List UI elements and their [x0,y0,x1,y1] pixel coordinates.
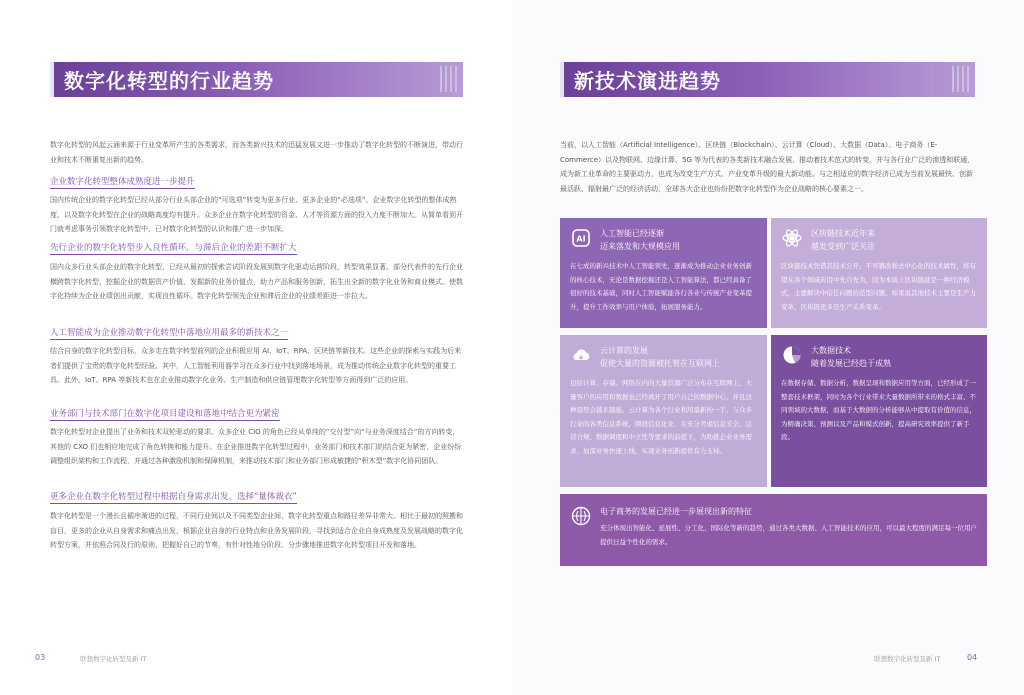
section-heading-5 [50,490,297,502]
section-text-2: 国内众多行业头部企业的数字化转型，已经从最初的探索尝试阶段发展到数字化驱动运营阶段，转型效果显著。部分代表件的先行企业横跨数字化转型，挖掘企业的数据资产价值，发掘新的业务价值点，助力产品和服务创新，拓生出全新的数字化业务和商业模式。使数字化持续为企业业绩创出贡献，实现良性循环。数字化转型领先企业和滞后企业的业绩差距进一步拉大。 [50,263,463,300]
section-heading-4 [50,407,280,419]
left-page-number: 03 [35,653,46,662]
blockchain-card-title-1: 区块链技术近年来 [811,229,875,238]
ai-card-text: 在七成的新兴技术中人工智能领先，逐渐成为推动企业业务创新的核心技术，无论是数据挖掘还是人工智能算法，都已经具备了很好的技术基础，同时人工智能赋能各行各业与传统产业变革提升，提升工作效率与用户体验，拓展服务能力。 [570,262,752,311]
ai-icon [570,227,592,249]
right-intro: 当前，以人工智能（Artificial Intelligence）、区块链（Blockchain）、云计算（Cloud）、大数据（Data）、电子商务（E-Commerce）以及物联网、边缘计算、5G 等为代表的各类新技术融合发展，推动着技术范式的转变，并与各行业广泛的渗透和联通，成为新工业革命的主要驱动力，也成为改变生产方式、产业变革升级的最大新动能。与之相适应的数字经济已成为当前发展最快、创新最活跃、辐射最广泛的经济活动，全球各大企业也纷纷把数字化转型作为企业战略的核心要素之一。 [560,141,975,193]
left-title-bar [50,62,463,97]
section-heading-5-text: 更多企业在数字化转型过程中根据自身需求出发，选择“量体裁衣” [50,492,297,502]
right-page-title: 新技术演进趋势 [574,69,721,93]
section-text-3: 结合自身的数字化转型目标，众多走在数字转型前列的企业积极应用 AI、IoT、RPA、区块链等新技术。这些企业的探索与实践为后来者们提供了宝贵的数字化转型经验。其中，人工智能利用器学习在众多行业中找到落地场景，成为推动传统企业数字化转型的重要工具。此外，IoT、RPA 等新技术也在企业推动数字化业务、生产制造和供应链管理数字化转型等方面得到广泛的应用。 [50,347,462,384]
ecommerce-icon [570,505,592,527]
section-heading-1-text: 企业数字化转型整体成熟度进一步提升 [50,177,195,187]
right-footer-text: 联想数字化转型及新 IT [874,655,941,663]
big-data-card-text: 在数据存储、数据分析、数据呈现和数据应用等方面，已经形成了一整套技术框架，同时为各个行业带来大量数据所带来的格式丰富、不同领域的大数据，而基于大数据的分析能够从中提取有价值的信息，为精确决策、预测以及产品和模式创新，提高研究效率提供了新手段。 [781,379,976,441]
ecommerce-trend-card [560,494,987,566]
section-heading-2 [50,241,297,253]
section-heading-3-text: 人工智能成为企业推动数字化转型中落地应用最多的新技术之一 [50,328,289,338]
ecommerce-card-text: 充分体现出智能化、延展性、分工化、国际化等新的趋势，通过各类大数据、人工智能技术的应用，可以最大程度的满足每一位用户提供日益个性化的需求。 [600,524,977,546]
right-title-bar [560,62,975,97]
right-page-number: 04 [967,653,978,662]
big-data-card-title-1: 大数据技术 [811,346,851,355]
big-data-trend-card [771,335,987,487]
ai-trend-card [560,218,767,328]
blockchain-card-text: 区块链技术凭借其技术公开、不可篡改和去中心化的技术属性，将有望在各个领域应用中先兵先为，因为本质上区块链就是一种经济模式，主要解决中信任问题的范型问题。如果说其他技术主要是生产力变革，区块链更多是生产关系变革。 [781,262,976,311]
left-footer-text: 联想数字化转型及新 IT [80,655,147,663]
title-accent [50,62,54,97]
right-page [512,0,1024,695]
section-text-1: 国内传统企业的数字化转型已经从部分行业头部企业的“可选项”转变为更多行业、更多企业的“必选项”。企业数字化转型的整体成熟度、以及数字化转型在企业的战略高度均有提升。众多企业在数字化转型的资金、人才等资源方面的投入力度不断加大。从简单看到开门就考虑事务引领数字化转型中，已对数字化转型的认识和推广进一步加深。 [50,196,463,233]
decorative-stripes [952,66,972,92]
big-data-card-title-2: 随着发展已经趋于成熟 [811,359,891,368]
section-heading-1 [50,175,195,187]
section-heading-4-text: 业务部门与技术部门在数字化项目建设和落地中结合更为紧密 [50,409,280,419]
blockchain-card-title-2: 越发受到广泛关注 [811,242,875,251]
decorative-stripes [440,66,460,92]
section-text-4: 数字化转型对企业提出了业务和技术双轮驱动的要求。众多企业 CIO 的角色已经从单纯的“交付型”向“与业务深度结合”的方向转变，其他的 CXO 们也相应地完成了角色转换和能力提升。在企业推进数字化转型过程中，业务部门和技术部门的结合更为紧密，企业纷纷调整组织架构和工作流程，并通过各种激励机制和保障机制，来推动技术部门和业务部门形成敏捷的“积木型”数字化协同团队。 [50,428,462,465]
cloud-trend-card [560,335,767,487]
svg-text:AI: AI [576,234,586,244]
section-heading-3 [50,326,288,338]
cloud-card-title-1: 云计算的发展 [600,346,648,355]
cloud-card-title-2: 促使大量的资源被托管在互联网上 [600,359,720,368]
cloud-icon [570,344,592,366]
section-text-5: 数字化转型是一个漫长且循序渐进的过程，不同行业间以及不同类型企业间，数字化转型重点和路径差异非常大。相比于最初的照搬和盲目，更多的企业从自身需求和痛点出发，根据企业自身的行业特点和业务发展阶段，寻找到适合企业自身成熟度及发展战略的数字化转型方案，并依照合同及行的原则，把握好自己的节奏，有针对性地分阶段、分步骤地推进数字化转型项目开发和落地。 [50,512,463,549]
ai-card-title-1: 人工智能已经逐渐 [600,229,664,238]
big-data-icon [781,344,803,366]
ecommerce-card-title: 电子商务的发展已经进一步展现出新的特征 [600,507,752,516]
blockchain-icon [781,227,803,249]
left-page-title: 数字化转型的行业趋势 [64,69,274,93]
title-accent [560,62,564,97]
cloud-card-text: 包括计算、存储、网络在内的大量资源广泛分布在互联网上，大量客户的应用和数据也已经离开了用户自己的数据中心，并且这种趋势会越来越强。云计算为各个行业利用最新的一手，与众多行业的各类信息系统，围绕信息化业、在充分考虑信息安全、运营合规、数据调度和中立性等要求的前提下，为助推企业业务需求，加深业务快速上线，实现业务创新提供有力支持。 [570,379,752,455]
ai-card-title-2: 迈来落发和大规模应用 [600,242,680,251]
left-intro: 数字化转型的风起云涌来源于行业变革所产生的各类需求，而各类新兴技术的迅猛发展又进一步推动了数字化转型的不断演进，带动行业和技术不断重复出新的趋势。 [50,141,463,164]
blockchain-trend-card [771,218,987,328]
section-heading-2-text: 先行企业的数字化转型步入良性循环，与滞后企业的差距不断扩大 [50,243,297,253]
